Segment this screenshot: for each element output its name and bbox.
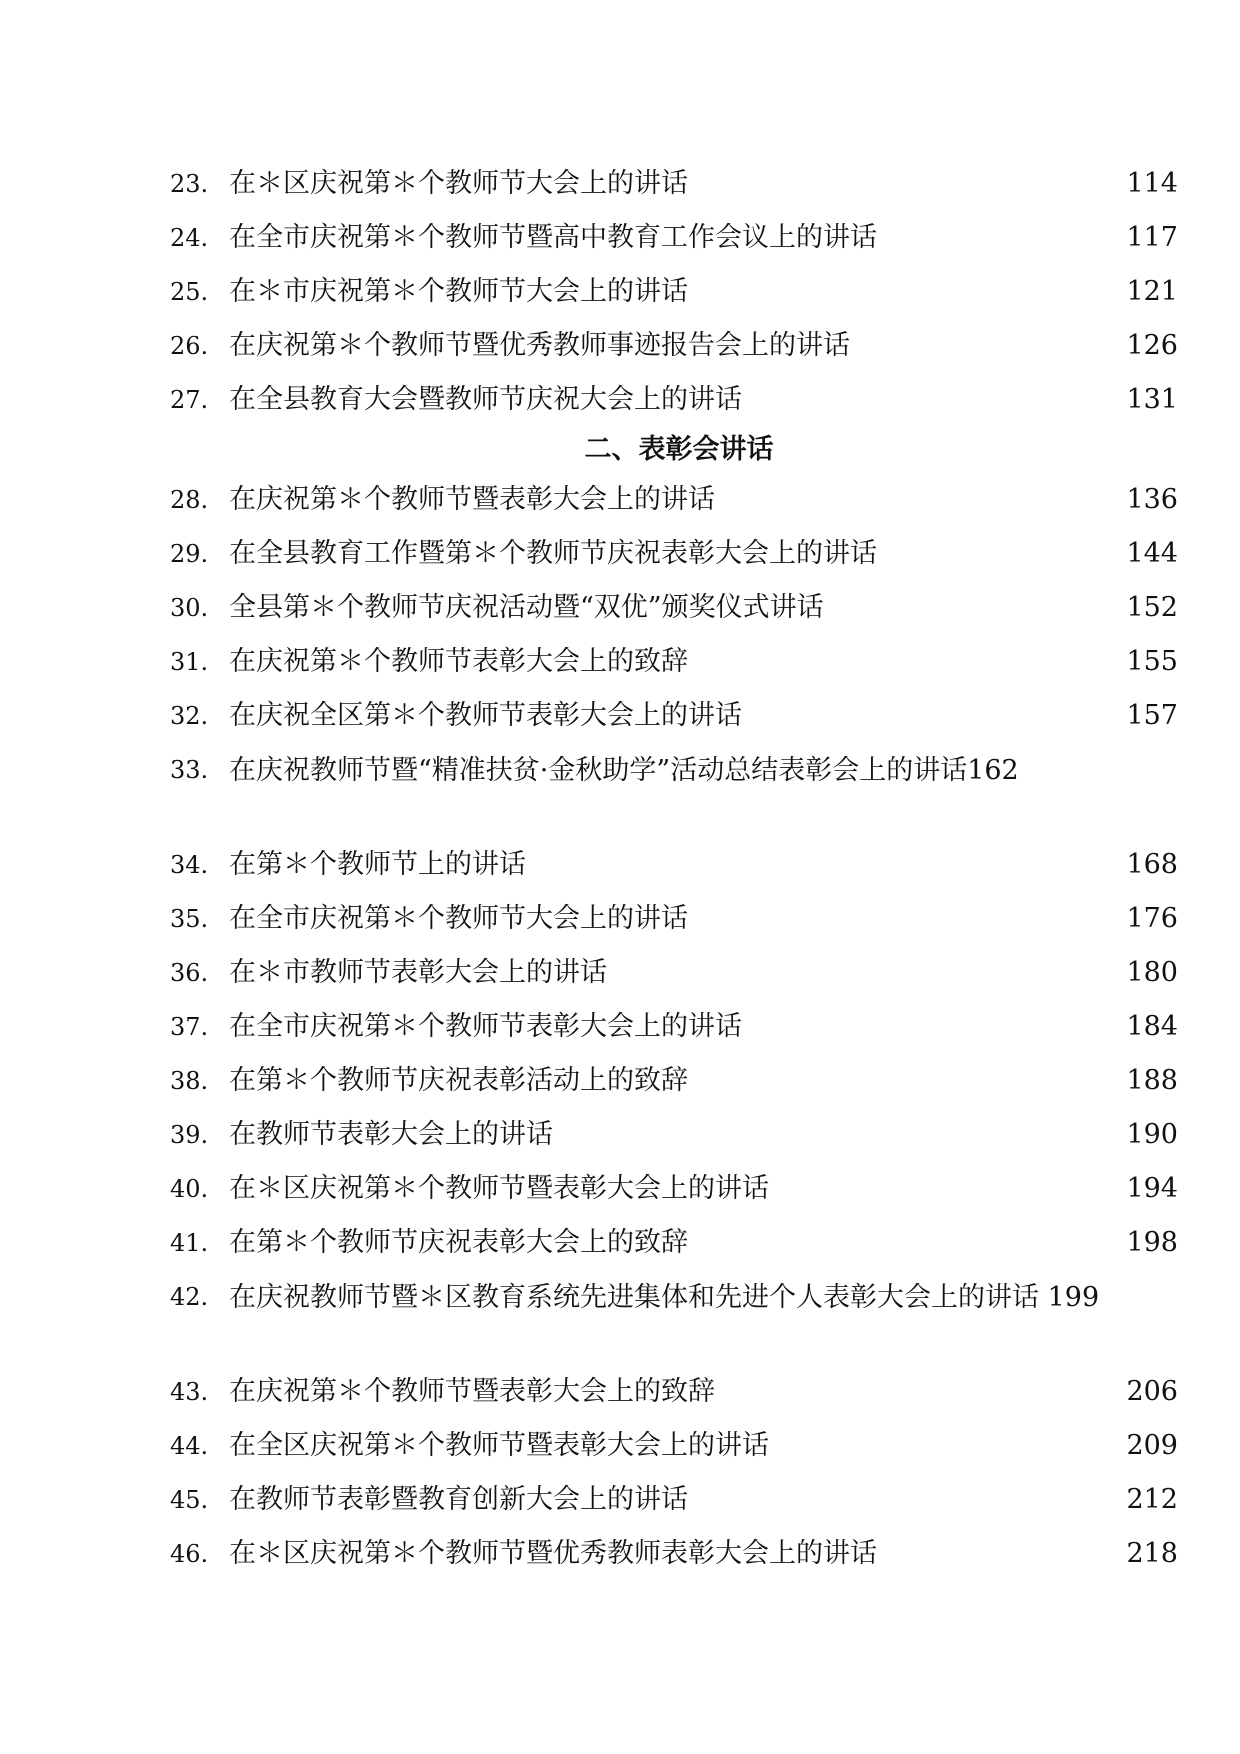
- entry-title: 在第＊个教师节庆祝表彰大会上的致辞: [229, 1227, 688, 1258]
- toc-entry: [170, 1422, 1178, 1476]
- entry-title: 在＊区庆祝第＊个教师节暨优秀教师表彰大会上的讲话: [229, 1538, 877, 1569]
- entry-page: 136: [1126, 484, 1178, 515]
- entry-title: 在庆祝第＊个教师节表彰大会上的致辞: [229, 646, 688, 677]
- toc-entry: [170, 949, 1178, 1003]
- entry-number: 26.: [170, 332, 209, 360]
- table-of-contents: [170, 160, 1178, 1584]
- toc-entry: [170, 1111, 1178, 1165]
- toc-entry: [170, 1368, 1178, 1422]
- entry-number: 45.: [170, 1486, 209, 1514]
- entry-title: 在教师节表彰暨教育创新大会上的讲话: [229, 1484, 688, 1515]
- entry-page: 198: [1126, 1227, 1178, 1258]
- entry-title: 在全县教育工作暨第＊个教师节庆祝表彰大会上的讲话: [229, 538, 877, 569]
- entry-title: 在庆祝教师节暨＊区教育系统先进集体和先进个人表彰大会上的讲话 199: [229, 1282, 1100, 1313]
- entry-number: 37.: [170, 1013, 209, 1041]
- entry-page: 190: [1126, 1119, 1178, 1150]
- toc-entry: [170, 841, 1178, 895]
- section-heading: 二、表彰会讲话: [584, 434, 774, 465]
- entry-page: 212: [1126, 1484, 1178, 1515]
- entry-title: 在第＊个教师节庆祝表彰活动上的致辞: [229, 1065, 688, 1096]
- entry-page: 184: [1126, 1011, 1178, 1042]
- toc-entry: [170, 160, 1178, 214]
- entry-number: 42.: [170, 1283, 209, 1311]
- entry-number: 36.: [170, 959, 209, 987]
- entry-number: 31.: [170, 648, 209, 676]
- entry-number: 39.: [170, 1121, 209, 1149]
- toc-entry: [170, 214, 1178, 268]
- entry-title: 在＊市庆祝第＊个教师节大会上的讲话: [229, 276, 688, 307]
- entry-title: 全县第＊个教师节庆祝活动暨“双优”颁奖仪式讲话: [229, 592, 824, 623]
- entry-page: 194: [1126, 1173, 1178, 1204]
- entry-title: 在庆祝第＊个教师节暨表彰大会上的致辞: [229, 1376, 715, 1407]
- entry-title: 在全市庆祝第＊个教师节暨高中教育工作会议上的讲话: [229, 222, 877, 253]
- entry-title: 在全区庆祝第＊个教师节暨表彰大会上的讲话: [229, 1430, 769, 1461]
- entry-number: 46.: [170, 1540, 209, 1568]
- toc-entry: [170, 895, 1178, 949]
- entry-number: 40.: [170, 1175, 209, 1203]
- entry-number: 25.: [170, 278, 209, 306]
- entry-number: 44.: [170, 1432, 209, 1460]
- entry-page: 157: [1126, 700, 1178, 731]
- toc-entry: [170, 1273, 1178, 1368]
- entry-number: 32.: [170, 702, 209, 730]
- entry-title: 在＊区庆祝第＊个教师节大会上的讲话: [229, 168, 688, 199]
- entry-title: 在庆祝教师节暨“精准扶贫·金秋助学”活动总结表彰会上的讲话162: [229, 755, 1019, 786]
- entry-title: 在教师节表彰大会上的讲话: [229, 1119, 553, 1150]
- toc-entry: [170, 1165, 1178, 1219]
- toc-entry: [170, 268, 1178, 322]
- entry-page: 126: [1126, 330, 1178, 361]
- toc-entry: [170, 692, 1178, 746]
- entry-title: 在庆祝第＊个教师节暨表彰大会上的讲话: [229, 484, 715, 515]
- entry-page: 218: [1126, 1538, 1178, 1569]
- entry-number: 41.: [170, 1229, 209, 1257]
- toc-entry: [170, 746, 1178, 841]
- entry-title: 在全市庆祝第＊个教师节表彰大会上的讲话: [229, 1011, 742, 1042]
- entry-number: 33.: [170, 756, 209, 784]
- entry-title: 在第＊个教师节上的讲话: [229, 849, 526, 880]
- entry-page: 188: [1126, 1065, 1178, 1096]
- entry-number: 23.: [170, 170, 209, 198]
- entry-number: 28.: [170, 486, 209, 514]
- entry-title: 在＊市教师节表彰大会上的讲话: [229, 957, 607, 988]
- entry-number: 34.: [170, 851, 209, 879]
- entry-page: 180: [1126, 957, 1178, 988]
- entry-number: 24.: [170, 224, 209, 252]
- entry-page: 176: [1126, 903, 1178, 934]
- entry-page: 155: [1126, 646, 1178, 677]
- toc-entry: [170, 1530, 1178, 1584]
- entry-number: 29.: [170, 540, 209, 568]
- entry-title: 在全县教育大会暨教师节庆祝大会上的讲话: [229, 384, 742, 415]
- toc-entry: [170, 1476, 1178, 1530]
- entry-number: 35.: [170, 905, 209, 933]
- entry-page: 152: [1126, 592, 1178, 623]
- toc-entry: [170, 322, 1178, 376]
- entry-title: 在＊区庆祝第＊个教师节暨表彰大会上的讲话: [229, 1173, 769, 1204]
- entry-page: 206: [1126, 1376, 1178, 1407]
- entry-title: 在庆祝第＊个教师节暨优秀教师事迹报告会上的讲话: [229, 330, 850, 361]
- toc-entry: [170, 376, 1178, 430]
- entry-page: 131: [1126, 384, 1178, 415]
- entry-number: 43.: [170, 1378, 209, 1406]
- entry-page: 121: [1126, 276, 1178, 307]
- toc-entry: [170, 584, 1178, 638]
- toc-entry: [170, 638, 1178, 692]
- toc-entry: [170, 476, 1178, 530]
- entry-title: 在全市庆祝第＊个教师节大会上的讲话: [229, 903, 688, 934]
- toc-entry: [170, 1057, 1178, 1111]
- entry-page: 117: [1126, 222, 1178, 253]
- toc-entry: [170, 1219, 1178, 1273]
- entry-title: 在庆祝全区第＊个教师节表彰大会上的讲话: [229, 700, 742, 731]
- entry-page: 168: [1126, 849, 1178, 880]
- entry-number: 27.: [170, 386, 209, 414]
- toc-entry: [170, 1003, 1178, 1057]
- entry-page: 209: [1126, 1430, 1178, 1461]
- entry-page: 114: [1126, 168, 1178, 199]
- entry-page: 144: [1126, 538, 1178, 569]
- entry-number: 38.: [170, 1067, 209, 1095]
- entry-number: 30.: [170, 594, 209, 622]
- toc-entry: [170, 530, 1178, 584]
